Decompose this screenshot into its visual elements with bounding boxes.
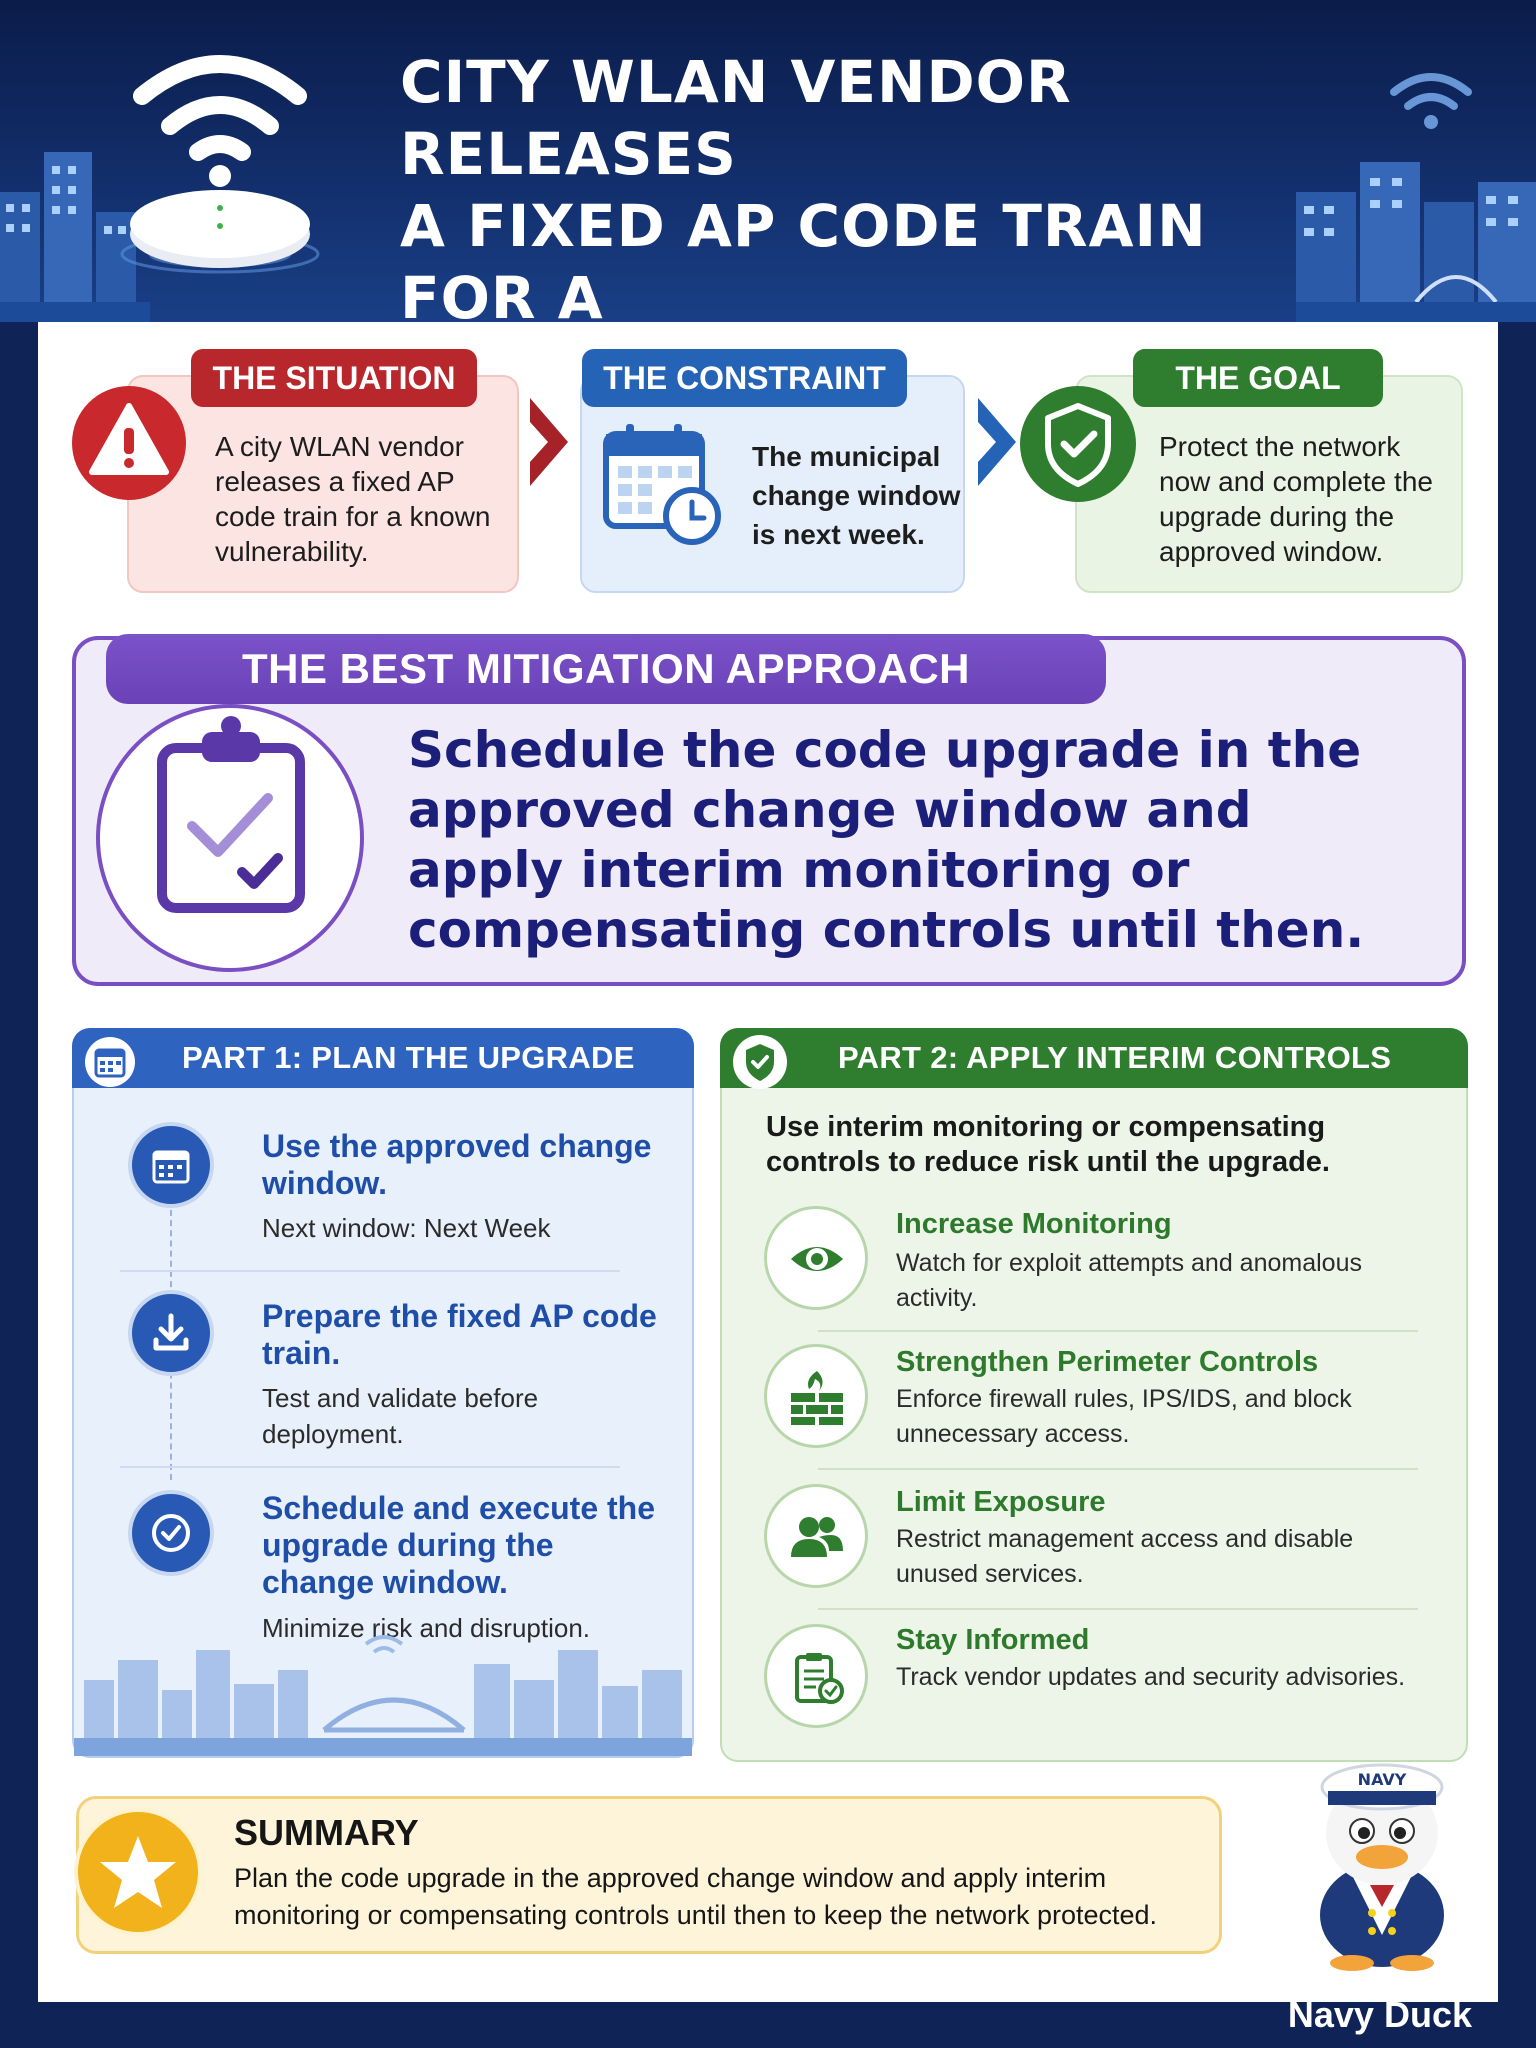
control-4-icon (764, 1624, 868, 1728)
step-1-sub: Next window: Next Week (262, 1213, 551, 1243)
star-icon (98, 1832, 178, 1912)
control-1-sub: Watch for exploit attempts and anomalous activity. (896, 1249, 1362, 1312)
clipboard-icon (789, 1649, 845, 1705)
step-2-icon (128, 1290, 214, 1376)
arrow-right-icon (524, 392, 574, 492)
star-circle (74, 1808, 202, 1936)
control-2-sub: Enforce firewall rules, IPS/IDS, and block unnecessary access. (896, 1385, 1352, 1448)
step-3-sub: Minimize risk and disruption. (262, 1613, 591, 1643)
step-1-icon (128, 1122, 214, 1208)
divider (818, 1330, 1418, 1332)
city-skyline-decoration (74, 1620, 692, 1756)
shield-check-icon (1018, 384, 1138, 504)
summary-text: Plan the code upgrade in the approved change window and apply interim monitoring or compensating controls until then to keep the network protected. (234, 1863, 1158, 1930)
part1-title: PART 1: PLAN THE UPGRADE (182, 1040, 635, 1075)
constraint-text: The municipal change window is next week. (752, 441, 961, 550)
goal-label: THE GOAL (1133, 349, 1383, 407)
warning-icon (70, 384, 188, 502)
divider (818, 1608, 1418, 1610)
cap-text: NAVY (1357, 1770, 1407, 1789)
shield-check-icon (732, 1034, 788, 1090)
control-1-icon (764, 1206, 868, 1310)
step-3-title: Schedule and execute the upgrade during the change window. (262, 1490, 656, 1600)
wifi-icon (1386, 66, 1476, 136)
part2-title: PART 2: APPLY INTERIM CONTROLS (838, 1040, 1392, 1075)
control-3-icon (764, 1484, 868, 1588)
step-1-title: Use the approved change window. (262, 1128, 652, 1201)
download-icon (150, 1312, 192, 1354)
control-4-title: Stay Informed (896, 1624, 1090, 1656)
header-banner (0, 0, 1536, 322)
goal-text: Protect the network now and complete the upgrade during the approved window. (1159, 431, 1433, 567)
clipboard-check-icon (148, 710, 314, 916)
users-icon (789, 1509, 845, 1565)
title-line-1: CITY WLAN VENDOR RELEASES (400, 48, 1072, 188)
step-2-sub: Test and validate before deployment. (262, 1383, 539, 1449)
page-title (400, 46, 1320, 322)
summary-title: SUMMARY (234, 1812, 419, 1853)
calendar-clock-icon (602, 420, 722, 546)
situation-text: A city WLAN vendor releases a fixed AP code train for a known vulnerability. (215, 431, 491, 567)
step-2-title: Prepare the fixed AP code train. (262, 1298, 657, 1371)
control-2-icon (764, 1344, 868, 1448)
divider (120, 1466, 620, 1468)
eye-icon (789, 1231, 845, 1287)
brand-label: Navy Duck (1287, 1994, 1472, 2035)
control-4-sub: Track vendor updates and security advisories. (896, 1663, 1406, 1691)
check-circle-icon (150, 1512, 192, 1554)
divider (120, 1270, 620, 1272)
constraint-label: THE CONSTRAINT (582, 349, 907, 407)
situation-label: THE SITUATION (191, 349, 477, 407)
part2-intro: Use interim monitoring or compensating controls to reduce risk until the upgrade. (766, 1111, 1330, 1178)
control-1-title: Increase Monitoring (896, 1208, 1172, 1240)
calendar-icon (150, 1144, 192, 1186)
mitigation-label: THE BEST MITIGATION APPROACH (106, 634, 1106, 704)
title-line-2: A FIXED AP CODE TRAIN FOR A (400, 192, 1207, 322)
step-3-icon (128, 1490, 214, 1576)
control-2-title: Strengthen Perimeter Controls (896, 1346, 1319, 1378)
control-3-sub: Restrict management access and disable unused services. (896, 1525, 1354, 1588)
navy-duck-mascot (1292, 1735, 1472, 1975)
divider (818, 1468, 1418, 1470)
firewall-icon (789, 1369, 845, 1425)
router-icon (120, 40, 320, 280)
mitigation-text: Schedule the code upgrade in the approved change window and apply interim monitoring or compensating controls until then. (408, 721, 1365, 959)
arrow-right-icon (972, 392, 1022, 492)
calendar-icon (84, 1036, 136, 1088)
control-3-title: Limit Exposure (896, 1486, 1106, 1518)
city-skyline-right (1296, 132, 1536, 322)
